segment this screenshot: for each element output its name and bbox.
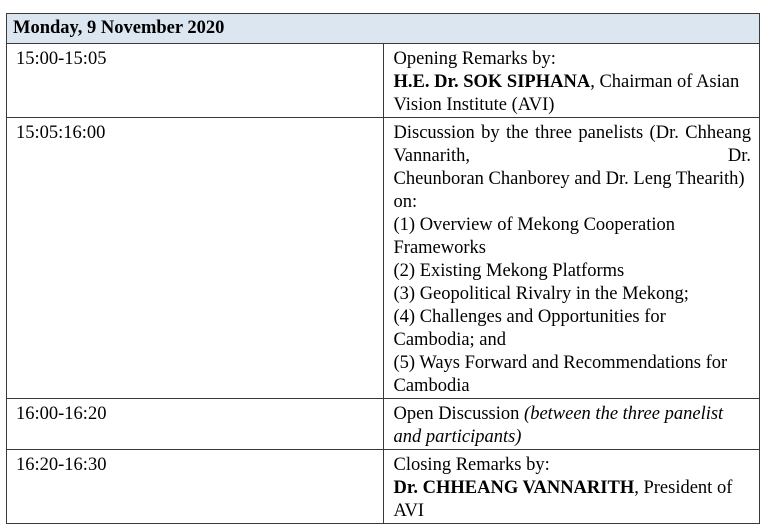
session-intro: Opening Remarks by: <box>393 49 556 69</box>
speaker-role: , Chairman of Asian Vision Institute (AVI) <box>393 72 740 115</box>
speaker-name: Dr. CHHEANG VANNARITH <box>393 478 635 498</box>
time-slot: 16:20-16:30 <box>7 450 384 524</box>
time-slot: 15:00-15:05 <box>7 44 384 118</box>
time-slot: 15:05:16:00 <box>7 118 384 399</box>
speaker-role: , President of AVI <box>393 478 733 521</box>
session-label: Open Discussion <box>393 404 525 424</box>
session-description <box>383 44 760 118</box>
topic-item: (2) Existing Mekong Platforms <box>393 261 625 281</box>
time-slot: 16:00-16:20 <box>7 399 384 450</box>
date-header: Monday, 9 November 2020 <box>7 14 760 44</box>
session-description <box>383 450 760 524</box>
agenda-table <box>6 13 760 524</box>
session-description <box>383 399 760 450</box>
session-intro-line: Cheunboran Chanborey and Dr. Leng Thearith) on: <box>393 169 745 212</box>
session-description <box>383 118 760 399</box>
session-intro-line: Discussion by the three panelists (Dr. Chheang Vannarith, Dr. <box>393 123 751 166</box>
agenda-row-opening <box>7 44 760 118</box>
topic-item: (4) Challenges and Opportunities for Cambodia; and <box>393 307 666 350</box>
topic-item: (1) Overview of Mekong Cooperation Frameworks <box>393 215 676 258</box>
speaker-line <box>394 71 752 117</box>
agenda-row-closing <box>7 450 760 524</box>
speaker-line <box>394 477 752 523</box>
agenda-row-open-discussion <box>7 399 760 450</box>
topic-item: (5) Ways Forward and Recommendations for Cambodia <box>393 353 728 396</box>
agenda-row-discussion <box>7 118 760 399</box>
session-intro: Closing Remarks by: <box>393 455 550 475</box>
topic-item: (3) Geopolitical Rivalry in the Mekong; <box>393 284 689 304</box>
speaker-name: H.E. Dr. SOK SIPHANA <box>393 72 591 92</box>
agenda-header-row <box>7 14 760 44</box>
session-note: (between the three panelist and participants) <box>393 404 724 447</box>
